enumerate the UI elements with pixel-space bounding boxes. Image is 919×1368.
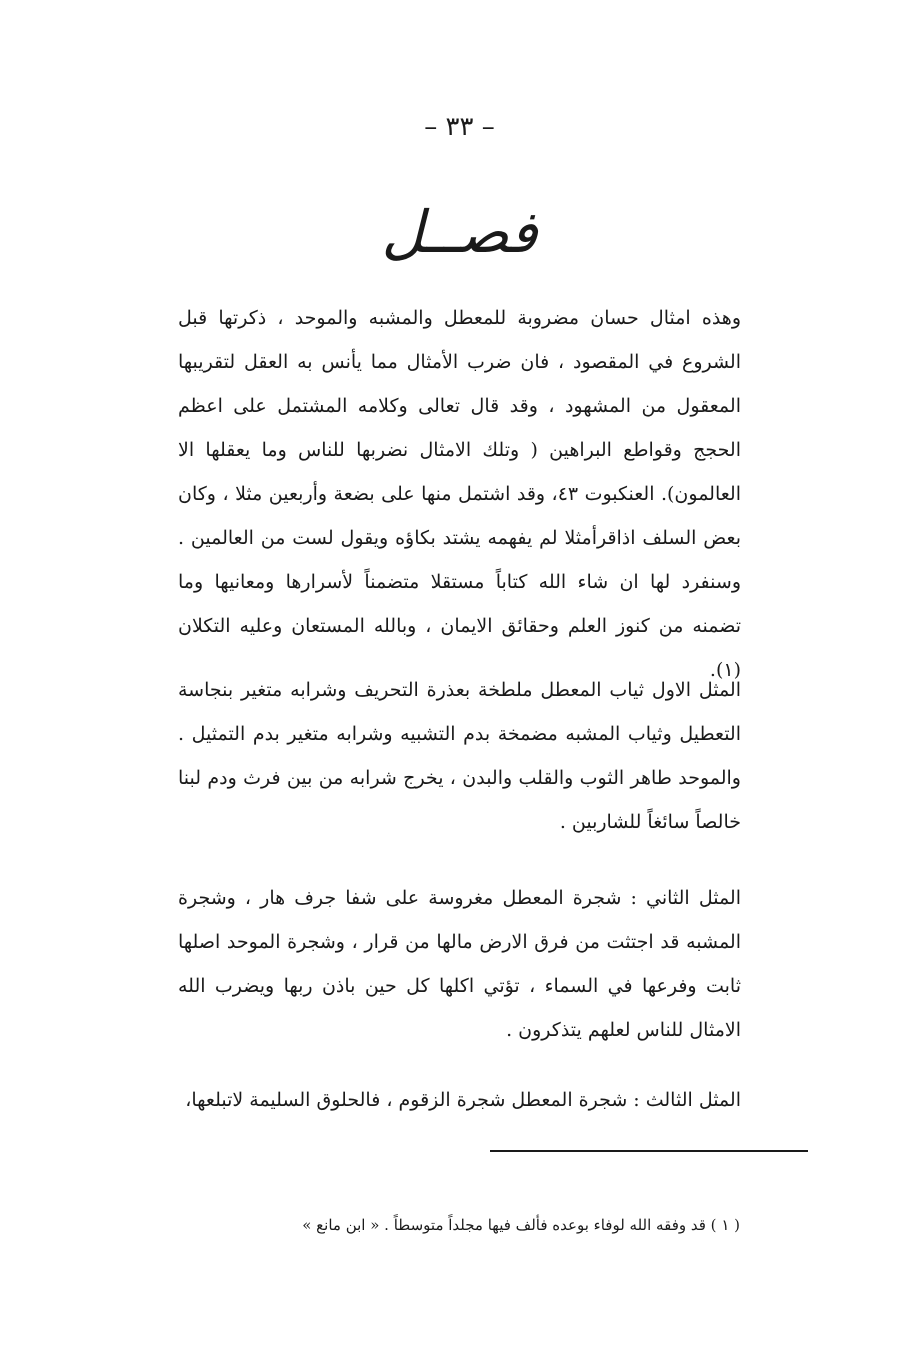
paragraph-first-parable: المثل الاول ثياب المعطل ملطخة بعذرة التحريف وشرابه متغير بنجاسة التعطيل وثياب المشبه مضمخة بدم التشبيه وشرابه متغير بدم التمثيل . والموحد طاهر الثوب والقلب والبدن ، يخرج شرابه من بين فرث ودم لبنا خالصاً سائغاً للشاربين . <box>178 679 741 833</box>
page-number: – ٣٣ – <box>424 112 495 142</box>
paragraph-second-parable: المثل الثاني : شجرة المعطل مغروسة على شفا جرف هار ، وشجرة المشبه قد اجتثت من فرق الارض مالها من قرار ، وشجرة الموحد اصلها ثابت وفرعها في السماء ، تؤتي اكلها كل حين باذن ربها ويضرب الله الامثال للناس لعلهم يتذكرون . <box>178 887 741 1041</box>
footnote: ( ١ ) قد وفقه الله لوفاء بوعده فألف فيها مجلداً متوسطاً . « ابن مانع » <box>302 1216 740 1234</box>
paragraph-intro: وهذه امثال حسان مضروبة للمعطل والمشبه والموحد ، ذكرتها قبل الشروع في المقصود ، فان ضرب الأمثال مما يأنس به العقل لتقريبها المعقول من المشهود ، وقد قال تعالى وكلامه المشتمل على اعظم الحجج وقواطع البراهين ( وتلك الامثال نضربها للناس وما يعقلها الا العالمون). العنكبوت ٤٣، وقد اشتمل منها على بضعة وأربعين مثلا ، وكان بعض السلف اذاقرأمثلا لم يفهمه يشتد بكاؤه ويقول لست من العالمين . وسنفرد لها ان شاء الله كتاباً مستقلا متضمناً لأسرارها ومعانيها وما تضمنه من كنوز العلم وحقائق الايمان ، وبالله المستعان وعليه التكلان (١). <box>178 307 742 681</box>
footnote-divider <box>490 1150 808 1152</box>
chapter-title: فصــل <box>381 198 538 266</box>
paragraph-third-parable: المثل الثالث : شجرة المعطل شجرة الزقوم ، فالحلوق السليمة لاتبلعها، <box>185 1089 741 1111</box>
